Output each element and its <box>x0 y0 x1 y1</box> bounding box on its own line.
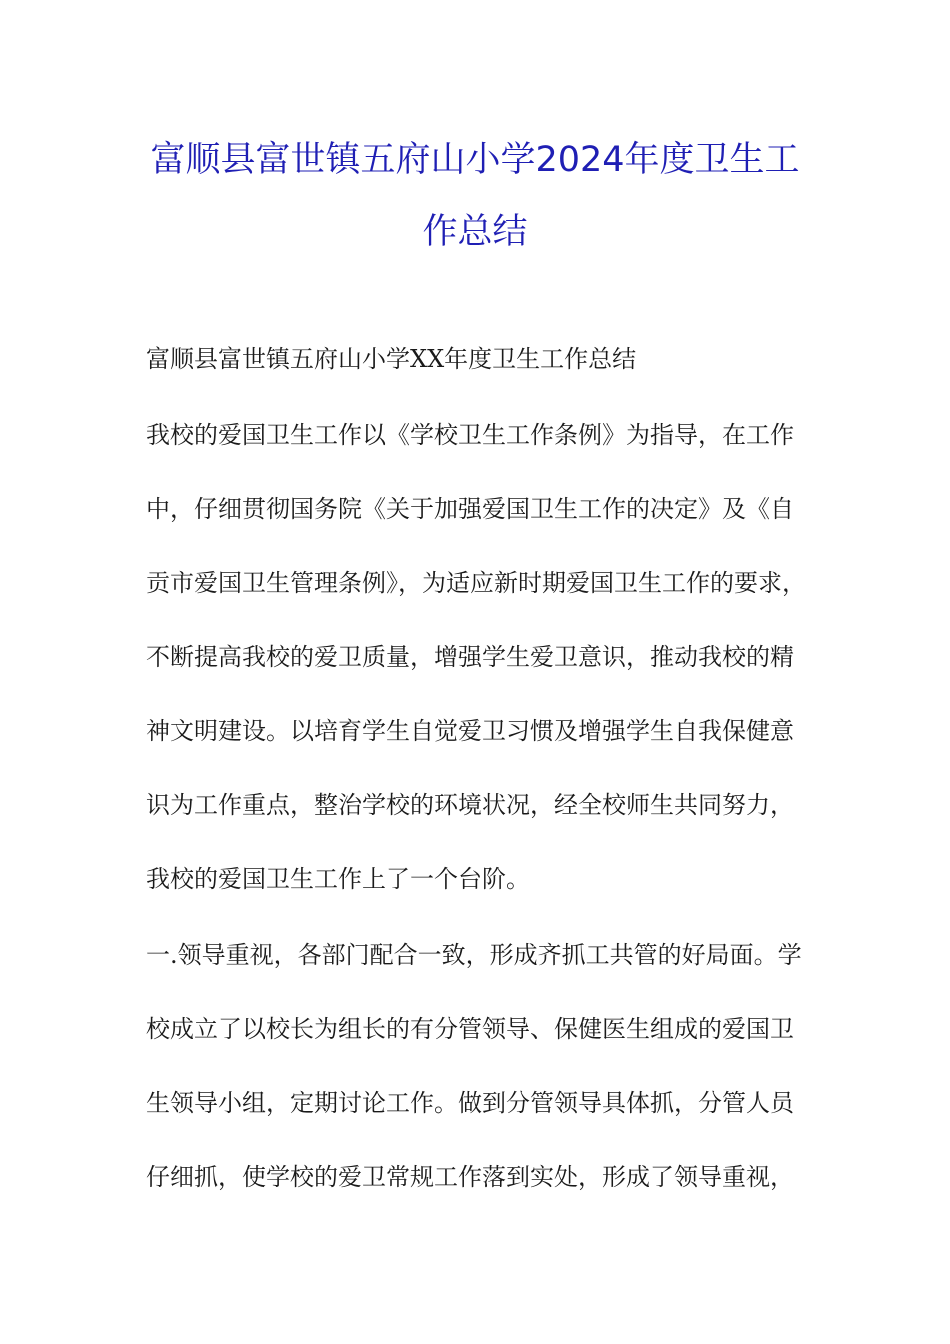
body-line: 识为工作重点，整治学校的环境状况，经全校师生共同努力， <box>146 791 794 819</box>
body-line: 我校的爱国卫生工作以《学校卫生工作条例》为指导，在工作 <box>146 421 794 449</box>
body-line: 生领导小组，定期讨论工作。做到分管领导具体抓，分管人员 <box>146 1089 794 1117</box>
body-line: 不断提高我校的爱卫质量，增强学生爱卫意识，推动我校的精 <box>146 643 794 671</box>
section-heading-line: 一.领导重视，各部门配合一致，形成齐抓工共管的好局面。学 <box>146 941 802 969</box>
body-line: 中，仔细贯彻国务院《关于加强爱国卫生工作的决定》及《自 <box>146 495 794 523</box>
body-line: 贡市爱国卫生管理条例》，为适应新时期爱国卫生工作的要求， <box>146 569 806 597</box>
document-subtitle: 富顺县富世镇五府山小学XX年度卫生工作总结 <box>146 345 637 373</box>
document-title-line-1: 富顺县富世镇五府山小学2024年度卫生工 <box>150 140 800 180</box>
body-line: 神文明建设。以培育学生自觉爱卫习惯及增强学生自我保健意 <box>146 717 794 745</box>
body-line: 校成立了以校长为组长的有分管领导、保健医生组成的爱国卫 <box>146 1015 794 1043</box>
body-line: 仔细抓，使学校的爱卫常规工作落到实处，形成了领导重视， <box>146 1163 794 1191</box>
body-line: 我校的爱国卫生工作上了一个台阶。 <box>146 865 530 893</box>
document-title-line-2: 作总结 <box>422 212 528 252</box>
